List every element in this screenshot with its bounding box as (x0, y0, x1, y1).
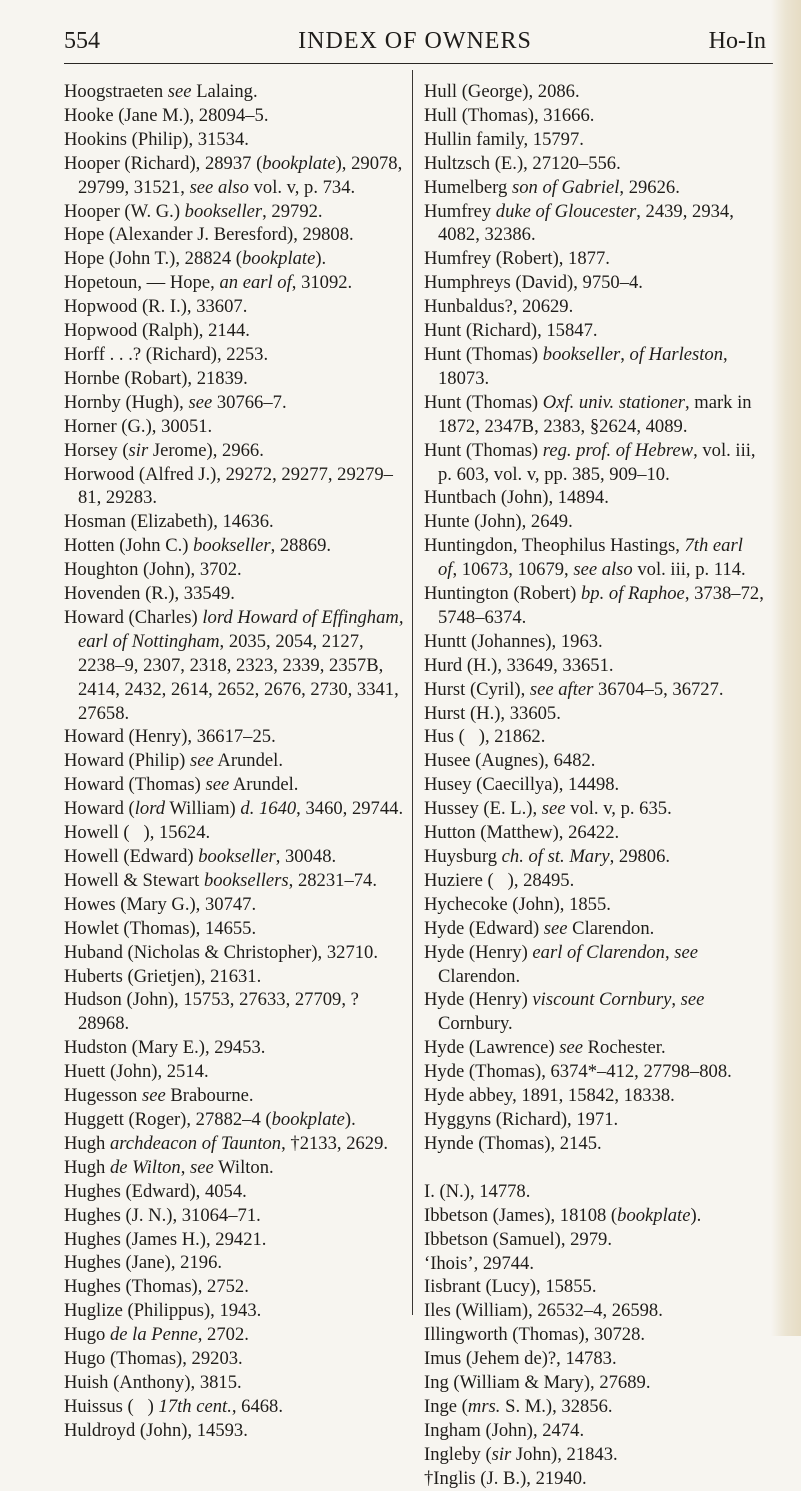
index-entry: Howes (Mary G.), 30747. (64, 893, 257, 915)
index-entry: Hynde (Thomas), 2145. (424, 1132, 602, 1154)
index-entry: Howard (Charles) lord Howard of Effingham, earl of Nottingham, 2035, 2054, 2127, 2238–9, 2307, 2318, 2323, 2339, 2357B, 2414, 2432, 2614, 2652, 2676, 2730, 3341, 27658. (64, 606, 404, 724)
index-entry: †Inglis (J. B.), 21940. (424, 1467, 587, 1489)
index-entry: Humelberg son of Gabriel, 29626. (424, 176, 680, 198)
index-entry: Howard (Henry), 36617–25. (64, 726, 276, 748)
index-entry: Hosman (Elizabeth), 14636. (64, 511, 274, 533)
index-entry: Huberts (Grietjen), 21631. (64, 965, 262, 987)
index-entry: Hyde (Lawrence) see Rochester. (424, 1037, 666, 1059)
index-entry: Hussey (E. L.), see vol. v, p. 635. (424, 798, 672, 820)
index-entry: Hooke (Jane M.), 28094–5. (64, 104, 269, 126)
index-entry: Hughes (Thomas), 2752. (64, 1276, 249, 1298)
index-entry: Hudston (Mary E.), 29453. (64, 1037, 266, 1059)
index-entry: Huett (John), 2514. (64, 1061, 209, 1083)
index-entry: Hookins (Philip), 31534. (64, 128, 249, 150)
index-entry: Humphreys (David), 9750–4. (424, 272, 643, 294)
index-entry: Howard (lord William) d. 1640, 3460, 29744. (64, 798, 404, 820)
index-entry: Hughes (Jane), 2196. (64, 1252, 223, 1274)
index-entry: Hugo (Thomas), 29203. (64, 1348, 243, 1370)
index-entry: Hunt (Thomas) reg. prof. of Hebrew, vol. iii, p. 603, vol. v, pp. 385, 909–10. (424, 439, 756, 485)
index-entry: Hughes (J. N.), 31064–71. (64, 1204, 261, 1226)
index-entry: Huband (Nicholas & Christopher), 32710. (64, 941, 378, 963)
index-entry: Houghton (John), 3702. (64, 559, 242, 581)
index-entry: Huissus ( ) 17th cent., 6468. (64, 1395, 283, 1417)
index-entry: Horff . . .? (Richard), 2253. (64, 343, 269, 365)
index-entry: Ibbetson (Samuel), 2979. (424, 1228, 612, 1250)
index-entry: Hurst (H.), 33605. (424, 702, 561, 724)
index-entry: Hooper (Richard), 28937 (bookplate), 29078, 29799, 31521, see also vol. v, p. 734. (64, 152, 403, 198)
index-entry: Hyde (Henry) earl of Clarendon, see Clarendon. (424, 941, 699, 987)
index-entry: Ing (William & Mary), 27689. (424, 1372, 651, 1394)
index-entry: Howard (Philip) see Arundel. (64, 750, 283, 772)
index-entry: Huntington (Robert) bp. of Raphoe, 3738–72, 5748–6374. (424, 583, 764, 628)
index-range: Ho-In (708, 28, 766, 54)
index-entry: Hyde (Thomas), 6374*–412, 27798–808. (424, 1061, 732, 1083)
index-entry: Hopetoun, — Hope, an earl of, 31092. (64, 272, 353, 294)
index-entry: Illingworth (Thomas), 30728. (424, 1324, 646, 1346)
index-entry: Husey (Caecillya), 14498. (424, 774, 620, 796)
index-entry: Huggett (Roger), 27882–4 (bookplate). (64, 1108, 356, 1130)
index-entry: Howell (Edward) bookseller, 30048. (64, 846, 337, 867)
index-entry: Hughes (Edward), 4054. (64, 1180, 247, 1202)
index-entry: Hornbe (Robart), 21839. (64, 367, 248, 389)
index-entry: Ibbetson (James), 18108 (bookplate). (424, 1204, 702, 1226)
header-rule (64, 63, 773, 64)
index-entry: Hugesson see Brabourne. (64, 1085, 254, 1107)
index-entry: Hyde abbey, 1891, 15842, 18338. (424, 1085, 675, 1107)
index-entry: Hunt (Thomas) Oxf. univ. stationer, mark in 1872, 2347B, 2383, §2624, 4089. (424, 391, 752, 437)
index-entry: Hutton (Matthew), 26422. (424, 822, 620, 844)
index-entry: Hugo de la Penne, 2702. (64, 1324, 249, 1346)
index-entry: Hovenden (R.), 33549. (64, 583, 235, 605)
index-entry: Huysburg ch. of st. Mary, 29806. (424, 846, 671, 867)
index-entry: ‘Ihois’, 29744. (424, 1252, 535, 1274)
index-entry: Hurd (H.), 33649, 33651. (424, 654, 614, 676)
index-entry: Howard (Thomas) see Arundel. (64, 774, 299, 796)
index-column-left (64, 80, 406, 1443)
index-entry: Hugh archdeacon of Taunton, †2133, 2629. (64, 1132, 389, 1154)
index-entry: Hultzsch (E.), 27120–556. (424, 152, 621, 174)
index-entry: Hoogstraeten see Lalaing. (64, 81, 258, 102)
index-entry: Horner (G.), 30051. (64, 415, 213, 437)
index-entry: Hornby (Hugh), see 30766–7. (64, 391, 287, 413)
index-entry: Hudson (John), 15753, 27633, 27709, ? 28968. (64, 989, 359, 1035)
index-entry: Humfrey (Robert), 1877. (424, 248, 610, 270)
index-entry: Ingham (John), 2474. (424, 1419, 585, 1441)
index-entry: Huntt (Johannes), 1963. (424, 630, 603, 652)
index-entry: Huntingdon, Theophilus Hastings, 7th earl of, 10673, 10679, see also vol. iii, p. 114. (424, 535, 746, 581)
index-entry: Ingleby (sir John), 21843. (424, 1443, 618, 1465)
index-entry: Hopwood (Ralph), 2144. (64, 320, 250, 342)
index-entry: Huglize (Philippus), 1943. (64, 1300, 262, 1322)
index-entry: Humfrey duke of Gloucester, 2439, 2934, 4082, 32386. (424, 200, 734, 246)
index-entry: Hope (Alexander J. Beresford), 29808. (64, 224, 354, 246)
index-entry: Horsey (sir Jerome), 2966. (64, 439, 264, 461)
index-entry: I. (N.), 14778. (424, 1180, 531, 1202)
index-entry: Huntbach (John), 14894. (424, 487, 609, 509)
index-entry: Huziere ( ), 28495. (424, 869, 575, 891)
index-entry: Hullin family, 15797. (424, 128, 584, 150)
index-entry: Hychecoke (John), 1855. (424, 893, 611, 915)
index-entry: Hull (Thomas), 31666. (424, 104, 595, 126)
index-entry: Imus (Jehem de)?, 14783. (424, 1348, 617, 1370)
page-title: INDEX OF OWNERS (298, 28, 532, 54)
index-entry: Horwood (Alfred J.), 29272, 29277, 29279–81, 29283. (64, 463, 393, 509)
index-entry: Hus ( ), 21862. (424, 726, 546, 748)
section-gap (424, 1156, 766, 1180)
index-entry: Inge (mrs. S. M.), 32856. (424, 1395, 613, 1417)
index-entry: Hyggyns (Richard), 1971. (424, 1108, 619, 1130)
index-entry: Hunbaldus?, 20629. (424, 296, 574, 318)
page-edge-shading (771, 0, 801, 1336)
index-entry: Hunt (Thomas) bookseller, of Harleston, 18073. (424, 343, 728, 389)
index-entry: Howell & Stewart booksellers, 28231–74. (64, 869, 377, 891)
index-entry: Hotten (John C.) bookseller, 28869. (64, 535, 332, 557)
page-number: 554 (64, 28, 100, 54)
index-entry: Hopwood (R. I.), 33607. (64, 296, 248, 318)
index-entry: Hunte (John), 2649. (424, 511, 573, 533)
index-entry: Howell ( ), 15624. (64, 822, 211, 844)
index-entry: Husee (Augnes), 6482. (424, 750, 596, 772)
index-entry: Hull (George), 2086. (424, 81, 580, 102)
column-divider (412, 70, 413, 1315)
index-entry: Iisbrant (Lucy), 15855. (424, 1276, 597, 1298)
index-entry: Huish (Anthony), 3815. (64, 1371, 242, 1393)
page-header (64, 24, 766, 60)
index-entry: Huldroyd (John), 14593. (64, 1419, 248, 1441)
index-entry: Hunt (Richard), 15847. (424, 320, 598, 342)
index-entry: Hooper (W. G.) bookseller, 29792. (64, 200, 323, 222)
index-entry: Hope (John T.), 28824 (bookplate). (64, 248, 327, 270)
index-entry: Hyde (Edward) see Clarendon. (424, 917, 655, 939)
index-entry: Hugh de Wilton, see Wilton. (64, 1156, 274, 1178)
index-column-right (424, 80, 766, 1491)
index-entry: Hughes (James H.), 29421. (64, 1228, 267, 1250)
index-entry: Hurst (Cyril), see after 36704–5, 36727. (424, 678, 724, 700)
index-entry: Hyde (Henry) viscount Cornbury, see Cornbury. (424, 989, 705, 1035)
index-entry: Howlet (Thomas), 14655. (64, 917, 257, 939)
index-entry: Iles (William), 26532–4, 26598. (424, 1300, 663, 1322)
